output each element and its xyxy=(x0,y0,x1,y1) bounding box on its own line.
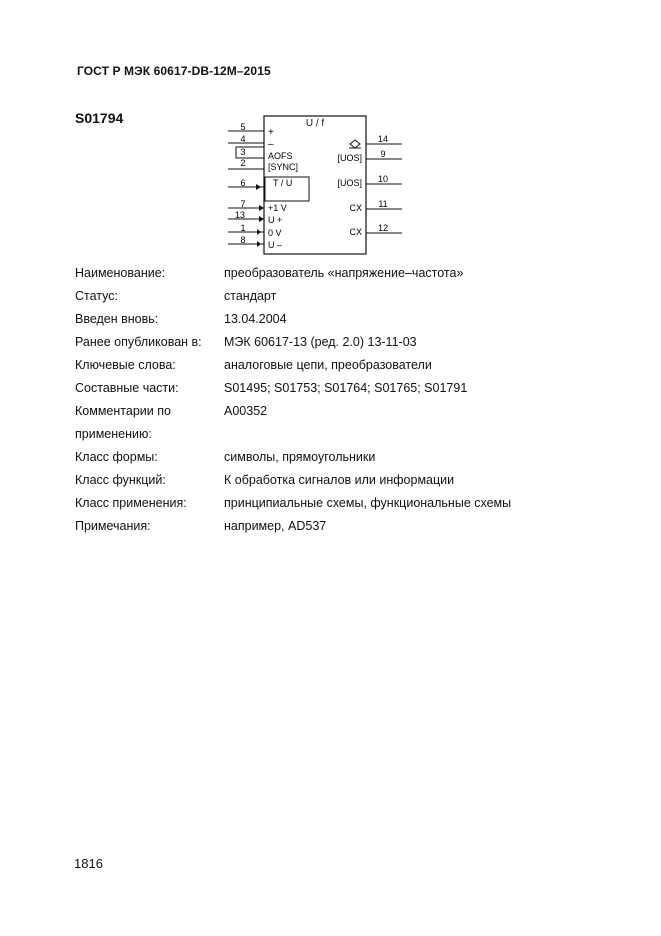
pin-1-arrow xyxy=(257,229,261,235)
property-value: МЭК 60617-13 (ред. 2.0) 13-11-03 xyxy=(224,335,417,349)
property-value: A00352 xyxy=(224,404,268,418)
symbol-title: U / f xyxy=(305,118,325,129)
label-tu: T / U xyxy=(273,178,293,188)
label-sync: [SYNC] xyxy=(268,162,299,172)
pin-8-arrow xyxy=(257,241,261,247)
label-uos-2: [UOS] xyxy=(337,178,362,188)
pin-number-2: 2 xyxy=(240,158,246,168)
property-value: например, AD537 xyxy=(224,519,327,533)
pin-number-1: 1 xyxy=(240,223,246,233)
document-header: ГОСТ Р МЭК 60617-DB-12M–2015 xyxy=(77,64,271,78)
symbol-code: S01794 xyxy=(75,110,124,126)
pin-number-12: 12 xyxy=(377,223,389,233)
property-label: Класс функций: xyxy=(75,473,166,487)
property-label: Ключевые слова: xyxy=(75,358,176,372)
label-u-plus: U + xyxy=(268,215,283,225)
pin-number-10: 10 xyxy=(377,174,389,184)
pin-13-arrow xyxy=(259,216,264,222)
property-label: Статус: xyxy=(75,289,118,303)
pin-number-5: 5 xyxy=(240,122,246,132)
label-u-minus: U – xyxy=(268,240,283,250)
pin-number-8: 8 xyxy=(240,235,246,245)
property-value: 13.04.2004 xyxy=(224,312,287,326)
property-value: S01495; S01753; S01764; S01765; S01791 xyxy=(224,381,468,395)
pin-number-11: 11 xyxy=(378,199,388,209)
page-number: 1816 xyxy=(74,856,103,871)
property-value: преобразователь «напряжение–частота» xyxy=(224,266,464,280)
property-label: Класс формы: xyxy=(75,450,158,464)
label-aofs: AOFS xyxy=(268,151,293,161)
pin-number-14: 14 xyxy=(377,134,389,144)
open-collector-icon xyxy=(349,140,361,148)
pin-number-3: 3 xyxy=(240,147,246,157)
pin-number-13: 13 xyxy=(234,210,246,220)
pin-number-7: 7 xyxy=(240,199,246,209)
label-minus: – xyxy=(268,139,274,150)
label-cx-1: CX xyxy=(349,203,362,213)
label-0v: 0 V xyxy=(268,228,282,238)
pin-number-6: 6 xyxy=(240,178,246,188)
property-label: Комментарии по применению: xyxy=(75,404,171,441)
property-value: принципиальные схемы, функциональные схемы xyxy=(224,496,512,510)
pin-number-9: 9 xyxy=(380,149,386,159)
property-label: Класс применения: xyxy=(75,496,187,510)
label-uos-1: [UOS] xyxy=(337,153,362,163)
symbol-diagram xyxy=(226,113,406,258)
pin-number-4: 4 xyxy=(240,134,246,144)
label-cx-2: CX xyxy=(349,227,362,237)
label-plus: + xyxy=(268,127,274,138)
property-label: Примечания: xyxy=(75,519,151,533)
property-label: Ранее опубликован в: xyxy=(75,335,202,349)
property-label: Составные части: xyxy=(75,381,179,395)
property-value: символы, прямоугольники xyxy=(224,450,376,464)
property-label: Наименование: xyxy=(75,266,166,280)
label-plus-1v: +1 V xyxy=(268,203,287,213)
property-label: Введен вновь: xyxy=(75,312,159,326)
pin-6-arrow xyxy=(256,184,261,190)
property-value: аналоговые цепи, преобразователи xyxy=(224,358,432,372)
pin-7-arrow xyxy=(259,205,264,211)
property-value: К обработка сигналов или информации xyxy=(224,473,455,487)
property-value: стандарт xyxy=(224,289,277,303)
